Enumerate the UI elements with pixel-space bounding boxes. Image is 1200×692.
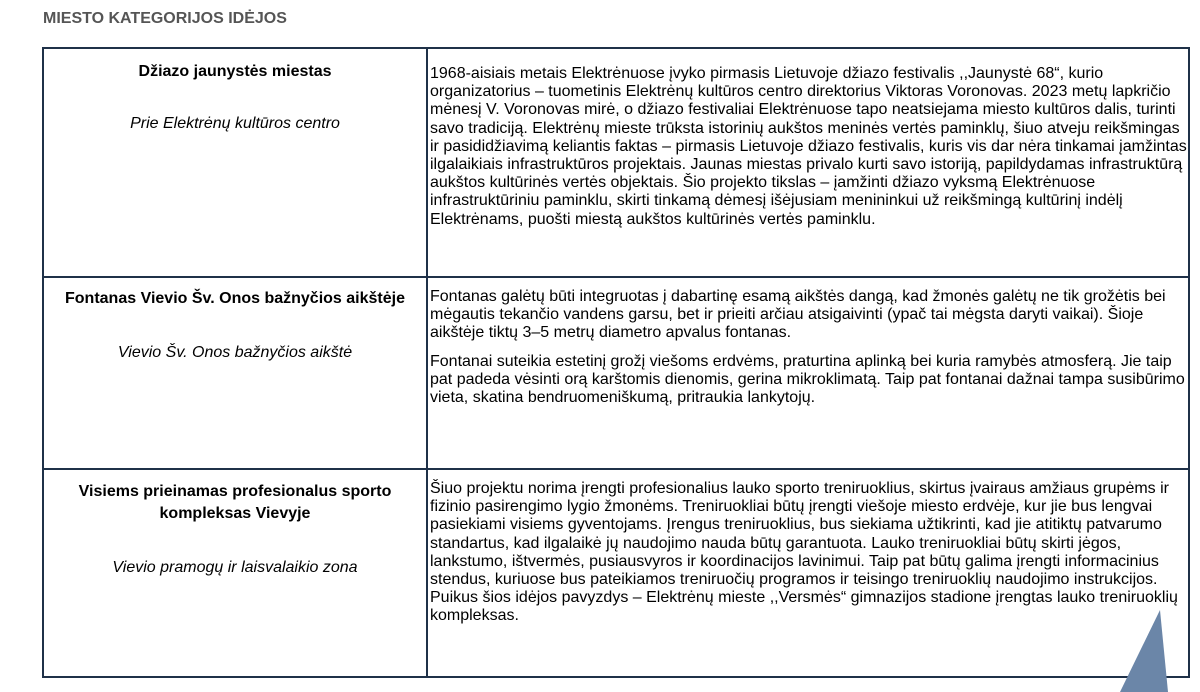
idea-title-cell (43, 277, 427, 469)
idea-description: Fontanas galėtų būti integruotas į dabartinę esamą aikštės dangą, kad žmonės galėtų ne tik grožėtis bei mėgautis tekančio vandens garsu, bet ir prieiti arčiau atsigaivinti (ypač tai mėgsta daryti vaikai). Šioje aikštėje tiktų 3–5 metrų diametro apvalus fontanas. (430, 288, 1166, 342)
idea-description: Fontanai suteikia estetinį grožį viešoms erdvėms, praturtina aplinką bei kuria ramybės atmosferą. Jie taip pat padeda vėsinti orą karštomis dienomis, gerina mikroklimatą. Taip pat fontanai dažnai tampa susibūrimo vieta, skatina bendruomeniškumą, pritraukia lankytojų. (430, 352, 1185, 407)
idea-description: 1968-aisiais metais Elektrėnuose įvyko pirmasis Lietuvoje džiazo festivalis ,,Jaunystė 68“, kurio organizatorius – tuometinis Elektrėnų kultūros centro direktorius Viktoras Voronovas. 2023 metų lapkričio mėnesį V. Voronovas mirė, o džiazo festivaliai Elektrėnuose tapo neatsiejama miesto kultūros dalis, turinti savo tradiciją. Elektrėnų mieste trūksta istorinių aukštos meninės vertės paminklų, šiuo atveju reikšmingas ir pasididžiavimą keliantis faktas – pirmasis Lietuvoje džiazo festivalis, kuris vis dar nėra tinkamai įamžintas ilgalaikiais infrastruktūros projektais. Jaunas miestas privalo kurti savo istoriją, papildydamas infrastruktūrą aukštos kultūrinės vertės objektais. Šio projekto tikslas – įamžinti džiazo vyksmą Elektrėnuose infrastruktūriniu paminklu, skirti tinkamą dėmesį išėjusiam menininkui už reikšmingą kultūrinį indėlį Elektrėnams, puošti miestą aukštos kultūrinės vertės paminklu. (430, 65, 1187, 228)
idea-title: Fontanas Vievio Šv. Onos bažnyčios aikštėje (65, 290, 405, 307)
idea-location: Vievio Šv. Onos bažnyčios aikštė (117, 344, 353, 361)
idea-location: Vievio pramogų ir laisvalaikio zona (112, 559, 358, 576)
idea-title: Visiems prieinamas profesionalus sporto kompleksas Vievyje (78, 483, 392, 522)
idea-row-fountain (43, 277, 1189, 469)
idea-row-sport (43, 469, 1189, 677)
idea-title-cell (43, 48, 427, 277)
idea-title: Džiazo jaunystės miestas (138, 63, 332, 80)
page-heading: MIESTO KATEGORIJOS IDĖJOS (43, 10, 287, 27)
idea-description-cell (427, 277, 1189, 469)
idea-location: Prie Elektrėnų kultūros centro (130, 115, 340, 132)
idea-description-cell (427, 469, 1189, 677)
idea-title-cell (43, 469, 427, 677)
idea-row-jazz (43, 48, 1189, 277)
idea-description-cell (427, 48, 1189, 277)
ideas-table (42, 47, 1190, 678)
idea-description: Šiuo projektu norima įrengti profesionalius lauko sporto treniruoklius, skirtus įvairaus amžiaus grupėms ir fizinio pasirengimo lygio žmonėms. Treniruokliai būtų įrengti viešoje miesto erdvėje, kur jie bus lengvai pasiekiami visiems gyventojams. Įrengus treniruoklius, bus siekiama užtikrinti, kad jie atitiktų patvarumo standartus, kad ilgalaikė jų naudojimo nauda būtų garantuota. Lauko treniruokliai būtų skirti jėgos, lankstumo, ištvermės, pusiausvyros ir koordinacijos lavinimui. Taip pat būtų galima įrengti informacinius stendus, kuriuose bus pateikiamos treniruočių programos ir teisingo treniruoklių naudojimo instrukcijos. Puikus šios idėjos pavyzdys – Elektrėnų mieste ,,Versmės“ gimnazijos stadione įrengtas lauko treniruoklių kompleksas. (430, 480, 1178, 625)
